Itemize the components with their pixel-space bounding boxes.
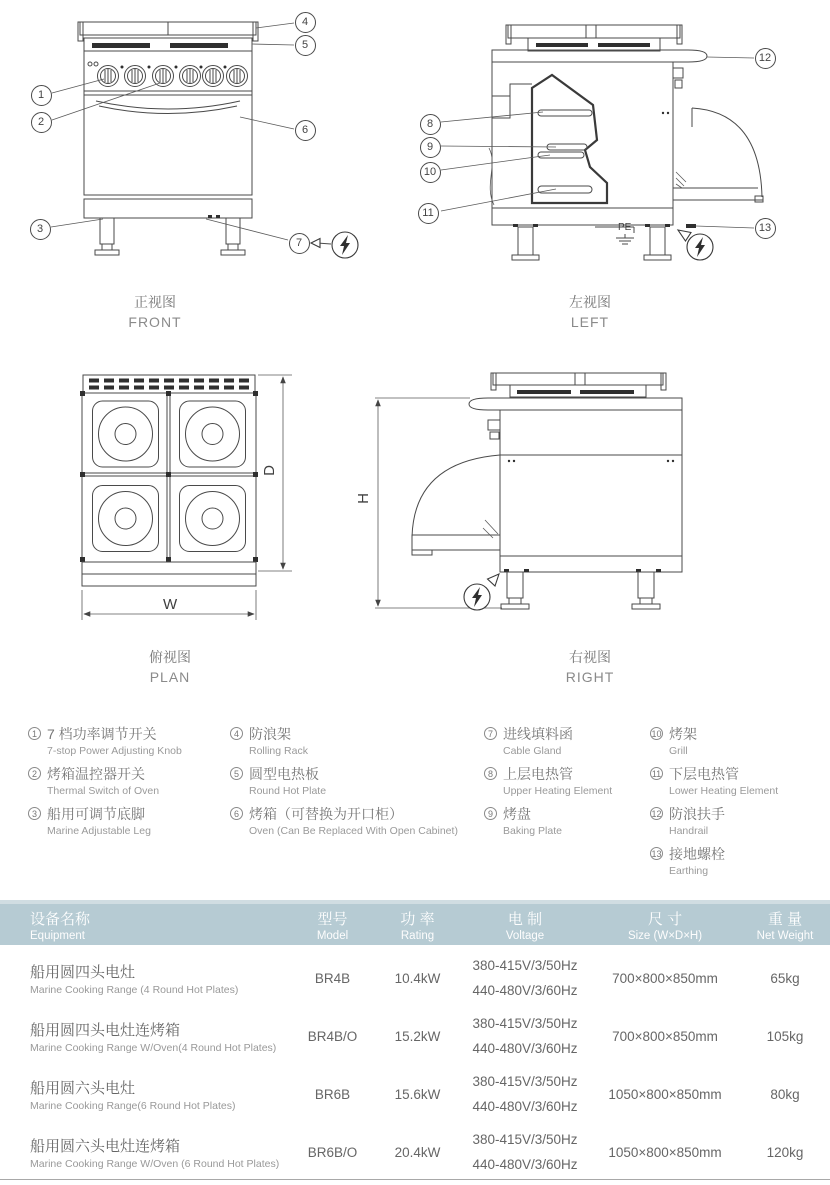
legend-item-2	[28, 764, 182, 797]
table-row	[0, 1069, 830, 1119]
header-weight-en: Net Weight	[756, 929, 814, 942]
legend-en: Lower Heating Element	[669, 785, 779, 797]
cell-size: 700×800×850mm	[612, 1028, 718, 1044]
pe-earth-label: PE	[618, 222, 632, 233]
legend-column-1	[28, 724, 182, 844]
legend-zh: 船用可调节底脚	[47, 806, 145, 822]
cell-model: BR6B	[314, 1086, 351, 1102]
plan-view-drawing	[80, 375, 292, 620]
legend-zh: 防浪架	[249, 726, 291, 742]
cell-model: BR4B/O	[307, 1028, 358, 1044]
legend-num-8: 8	[484, 767, 497, 780]
voltage-line-2: 440-480V/3/60Hz	[472, 1041, 578, 1056]
legend-item-1	[28, 724, 182, 757]
cell-model: BR4B	[314, 970, 351, 986]
header-rating	[375, 908, 460, 942]
legend-en: Earthing	[669, 865, 709, 877]
equipment-zh: 船用圆六头电灶	[30, 1079, 136, 1097]
legend-num-13: 13	[651, 849, 662, 859]
legend-num-1: 1	[28, 727, 41, 740]
legend-column-4	[650, 724, 778, 884]
legend-column-3	[484, 724, 612, 844]
legend-item-8	[484, 764, 612, 797]
front-view-label-en: FRONT	[128, 314, 182, 330]
legend-zh: 7 档功率调节开关	[47, 726, 157, 742]
legend-num-10: 10	[651, 729, 662, 739]
header-size-en: Size (W×D×H)	[627, 929, 703, 942]
legend-zh: 防浪扶手	[669, 806, 725, 822]
cell-rating: 15.6kW	[394, 1086, 441, 1102]
voltage-line-1: 380-415V/3/50Hz	[472, 1132, 578, 1147]
legend-num-12: 12	[651, 809, 662, 819]
callout-4: 4	[295, 12, 316, 33]
left-view-drawing	[441, 25, 763, 260]
cell-rating: 10.4kW	[394, 970, 441, 986]
voltage-line-1: 380-415V/3/50Hz	[472, 1016, 578, 1031]
legend-en: Cable Gland	[503, 745, 562, 757]
table-row	[0, 953, 830, 1003]
equipment-en: Marine Cooking Range W/Oven(4 Round Hot Plates)	[30, 1041, 277, 1054]
cell-rating: 20.4kW	[394, 1144, 441, 1160]
dimension-d-label: D	[260, 465, 278, 476]
table-row	[0, 1011, 830, 1061]
callout-12: 12	[755, 48, 776, 69]
cell-weight: 120kg	[766, 1144, 804, 1160]
front-view-label	[85, 292, 225, 330]
legend-en: Rolling Rack	[249, 745, 308, 757]
legend-zh: 烤架	[669, 726, 697, 742]
cell-voltage	[460, 1127, 590, 1177]
legend-zh: 接地螺栓	[669, 846, 725, 862]
legend-num-3: 3	[28, 807, 41, 820]
legend-en: Round Hot Plate	[249, 785, 327, 797]
legend-en: Marine Adjustable Leg	[47, 825, 151, 837]
right-view-label-zh: 右视图	[569, 649, 611, 665]
legend-num-11: 11	[651, 769, 662, 779]
plan-view-label	[100, 647, 240, 685]
legend-en: Grill	[669, 745, 688, 757]
legend-item-10	[650, 724, 778, 757]
legend-item-6	[230, 804, 458, 837]
header-weight-zh: 重 量	[767, 910, 803, 928]
callout-1: 1	[31, 85, 52, 106]
right-view-drawing	[375, 373, 682, 610]
legend-zh: 烤盘	[503, 806, 531, 822]
equipment-zh: 船用圆四头电灶	[30, 963, 136, 981]
header-equipment-zh: 设备名称	[30, 910, 91, 928]
cell-size: 1050×800×850mm	[608, 1144, 722, 1160]
equipment-en: Marine Cooking Range (4 Round Hot Plates)	[30, 983, 239, 996]
legend-num-9: 9	[484, 807, 497, 820]
cell-weight: 105kg	[766, 1028, 804, 1044]
cell-equipment	[0, 1077, 290, 1112]
right-view-label	[520, 647, 660, 685]
legend-num-4: 4	[230, 727, 243, 740]
legend-item-4	[230, 724, 458, 757]
cell-equipment	[0, 1135, 290, 1170]
dimension-w-label: W	[163, 596, 178, 613]
legend-item-7	[484, 724, 612, 757]
legend-en: Baking Plate	[503, 825, 562, 837]
legend-en: Handrail	[669, 825, 709, 837]
plan-view-label-en: PLAN	[149, 669, 191, 685]
header-model-zh: 型号	[317, 910, 348, 928]
front-view-drawing	[51, 22, 358, 258]
legend-item-5	[230, 764, 458, 797]
legend-zh: 烤箱（可替换为开口柜）	[249, 806, 403, 822]
cell-weight: 80kg	[770, 1086, 800, 1102]
header-voltage-en: Voltage	[505, 929, 545, 942]
header-size	[590, 908, 740, 942]
spec-table	[0, 900, 830, 1177]
voltage-line-2: 440-480V/3/60Hz	[472, 1099, 578, 1114]
voltage-line-2: 440-480V/3/60Hz	[472, 983, 578, 998]
callout-7: 7	[289, 233, 310, 254]
legend-num-5: 5	[230, 767, 243, 780]
left-view-label-en: LEFT	[570, 314, 610, 330]
legend-en: Thermal Switch of Oven	[47, 785, 160, 797]
header-voltage-zh: 电 制	[507, 910, 543, 928]
legend-zh: 进线填料函	[503, 726, 573, 742]
legend-item-11	[650, 764, 778, 797]
callout-11: 11	[418, 203, 439, 224]
callout-10: 10	[420, 162, 441, 183]
legend-column-2	[230, 724, 458, 844]
cell-rating: 15.2kW	[394, 1028, 441, 1044]
right-view-label-en: RIGHT	[565, 669, 615, 685]
cell-equipment	[0, 1019, 290, 1054]
spec-table-header	[0, 900, 830, 945]
callout-3: 3	[30, 219, 51, 240]
header-model-en: Model	[316, 929, 349, 942]
equipment-en: Marine Cooking Range W/Oven (6 Round Hot Plates)	[30, 1157, 280, 1170]
equipment-en: Marine Cooking Range(6 Round Hot Plates)	[30, 1099, 236, 1112]
cell-model: BR6B/O	[307, 1144, 358, 1160]
plan-view-label-zh: 俯视图	[149, 649, 191, 665]
page-bottom-rule	[0, 1179, 830, 1180]
legend-num-6: 6	[230, 807, 243, 820]
callout-13: 13	[755, 218, 776, 239]
header-equipment-en: Equipment	[30, 929, 85, 942]
legend-num-7: 7	[484, 727, 497, 740]
legend-en: Oven (Can Be Replaced With Open Cabinet)	[249, 825, 458, 837]
header-model	[290, 908, 375, 942]
voltage-line-1: 380-415V/3/50Hz	[472, 958, 578, 973]
legend-zh: 上层电热管	[503, 766, 573, 782]
legend-zh: 烤箱温控器开关	[47, 766, 145, 782]
header-size-zh: 尺 寸	[647, 910, 683, 928]
equipment-zh: 船用圆六头电灶连烤箱	[30, 1137, 181, 1155]
cell-equipment	[0, 961, 290, 996]
dimension-h-label: H	[354, 493, 372, 504]
header-rating-zh: 功 率	[400, 910, 435, 928]
callout-9: 9	[420, 137, 441, 158]
cell-size: 700×800×850mm	[612, 970, 718, 986]
left-view-label	[520, 292, 660, 330]
cell-weight: 65kg	[770, 970, 800, 986]
cell-voltage	[460, 1011, 590, 1061]
cell-size: 1050×800×850mm	[608, 1086, 722, 1102]
legend-zh: 圆型电热板	[249, 766, 319, 782]
left-view-label-zh: 左视图	[569, 294, 611, 310]
legend-en: 7-stop Power Adjusting Knob	[47, 745, 182, 757]
legend-en: Upper Heating Element	[503, 785, 613, 797]
legend-item-12	[650, 804, 778, 837]
legend-item-3	[28, 804, 182, 837]
voltage-line-2: 440-480V/3/60Hz	[472, 1157, 578, 1172]
table-row	[0, 1127, 830, 1177]
equipment-zh: 船用圆四头电灶连烤箱	[30, 1021, 181, 1039]
header-weight	[740, 908, 830, 942]
header-equipment	[0, 908, 290, 942]
header-rating-en: Rating	[400, 929, 435, 942]
callout-5: 5	[295, 35, 316, 56]
voltage-line-1: 380-415V/3/50Hz	[472, 1074, 578, 1089]
cell-voltage	[460, 1069, 590, 1119]
legend-num-2: 2	[28, 767, 41, 780]
cell-voltage	[460, 953, 590, 1003]
legend-item-13	[650, 844, 778, 877]
header-voltage	[460, 908, 590, 942]
callout-8: 8	[420, 114, 441, 135]
callout-6: 6	[295, 120, 316, 141]
legend-zh: 下层电热管	[669, 766, 739, 782]
legend-item-9	[484, 804, 612, 837]
callout-2: 2	[31, 112, 52, 133]
front-view-label-zh: 正视图	[134, 294, 176, 310]
